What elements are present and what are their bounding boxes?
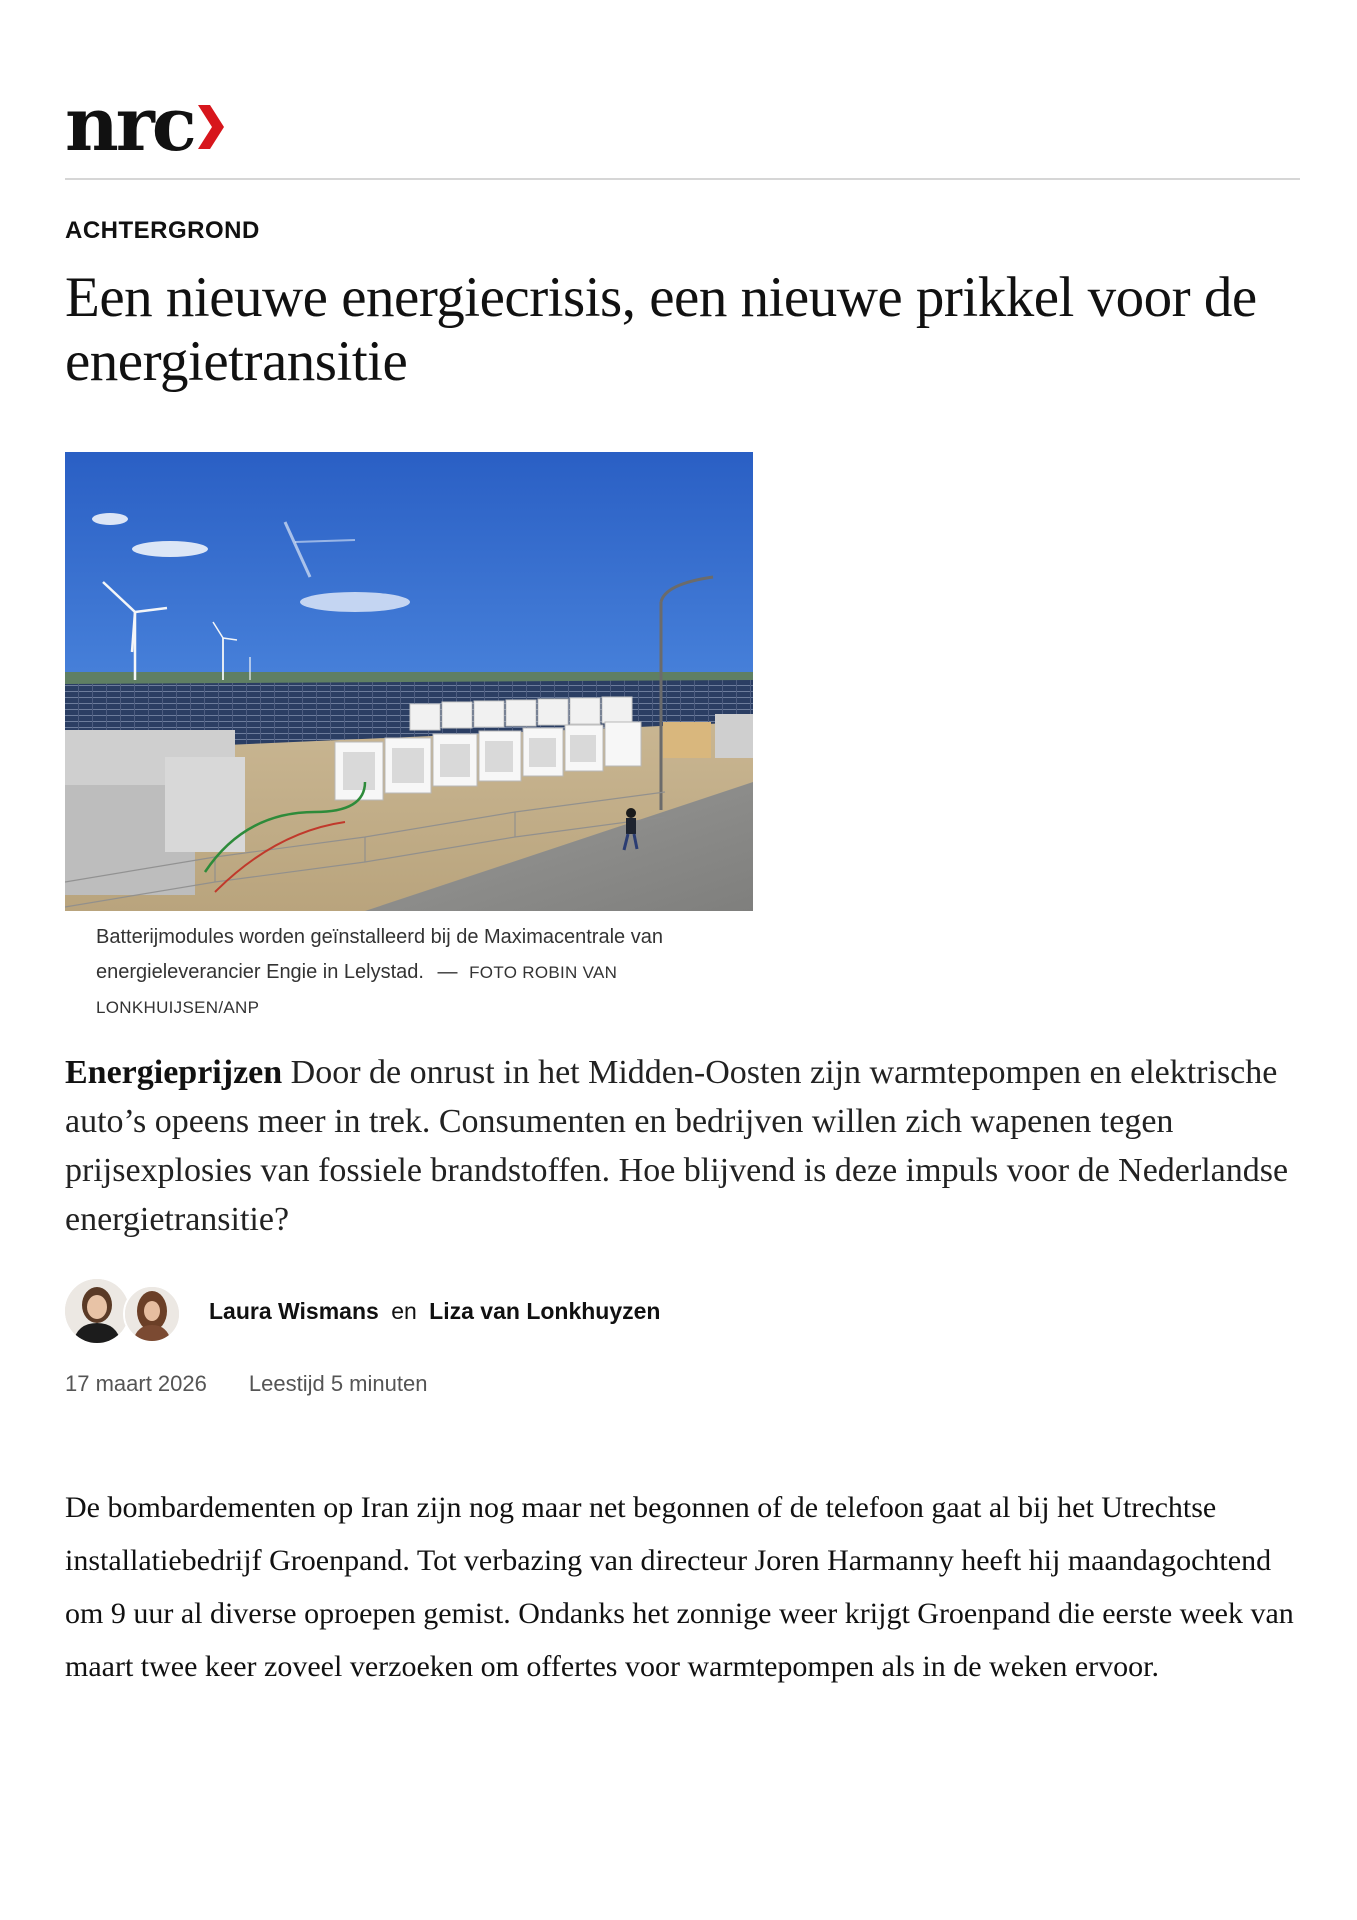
caption-separator: —	[437, 961, 458, 983]
article-paragraph: De bombardementen op Iran zijn nog maar net begonnen of de telefoon gaat al bij het Utrechtse installatiebedrijf Groenpand. Tot verbazing van directeur Joren Harmanny heeft hij maandagochtend om 9 uur al diverse oproepen gemist. Ondanks het zonnige weer krijgt Groenpand die eerste week van maart twee keer zoveel verzoeken om offertes voor warmtepompen als in de weken ervoor.	[65, 1491, 1294, 1683]
avatar[interactable]	[65, 1279, 129, 1343]
person-icon	[125, 1287, 179, 1341]
nrc-logo[interactable]	[65, 82, 226, 168]
author-avatars	[65, 1277, 175, 1345]
author-separator: en	[391, 1297, 417, 1324]
article-meta	[65, 1371, 427, 1397]
chevron-right-icon	[196, 103, 226, 151]
photo-credit: FOTO ROBIN VAN LONKHUIJSEN/ANP	[96, 963, 618, 1017]
logo-wordmark: nrc	[65, 82, 194, 168]
avatar[interactable]	[123, 1285, 181, 1343]
header-divider	[65, 178, 1300, 180]
battery-park-photo	[65, 452, 753, 911]
intro-label: Energieprijzen	[65, 1054, 283, 1091]
article-kicker[interactable]: ACHTERGROND	[65, 217, 260, 244]
author-link[interactable]: Liza van Lonkhuyzen	[429, 1297, 661, 1324]
author-names	[209, 1298, 661, 1325]
intro-text: Door de onrust in het Midden-Oosten zijn warmtepompen en elektrische auto’s opeens meer in trek. Consumenten en bedrijven willen zich wapenen tegen prijsexplosies van fossiele brandstoffen. Hoe blijvend is deze impuls voor de Nederlandse energietransitie?	[65, 1054, 1289, 1238]
article-photo	[65, 452, 753, 911]
publish-date: 17 maart 2026	[65, 1371, 207, 1396]
article-headline: Een nieuwe energiecrisis, een nieuwe prikkel voor de energietransitie	[65, 266, 1257, 393]
person-icon	[65, 1279, 129, 1343]
article-intro	[65, 1048, 1300, 1244]
caption-text: Batterijmodules worden geïnstalleerd bij de Maximacentrale van energieleverancier Engie in Lelystad.	[96, 926, 663, 983]
reading-time: Leestijd 5 minuten	[248, 1371, 428, 1396]
author-link[interactable]: Laura Wismans	[209, 1297, 379, 1324]
author-byline	[65, 1277, 661, 1345]
photo-caption	[96, 920, 736, 1025]
